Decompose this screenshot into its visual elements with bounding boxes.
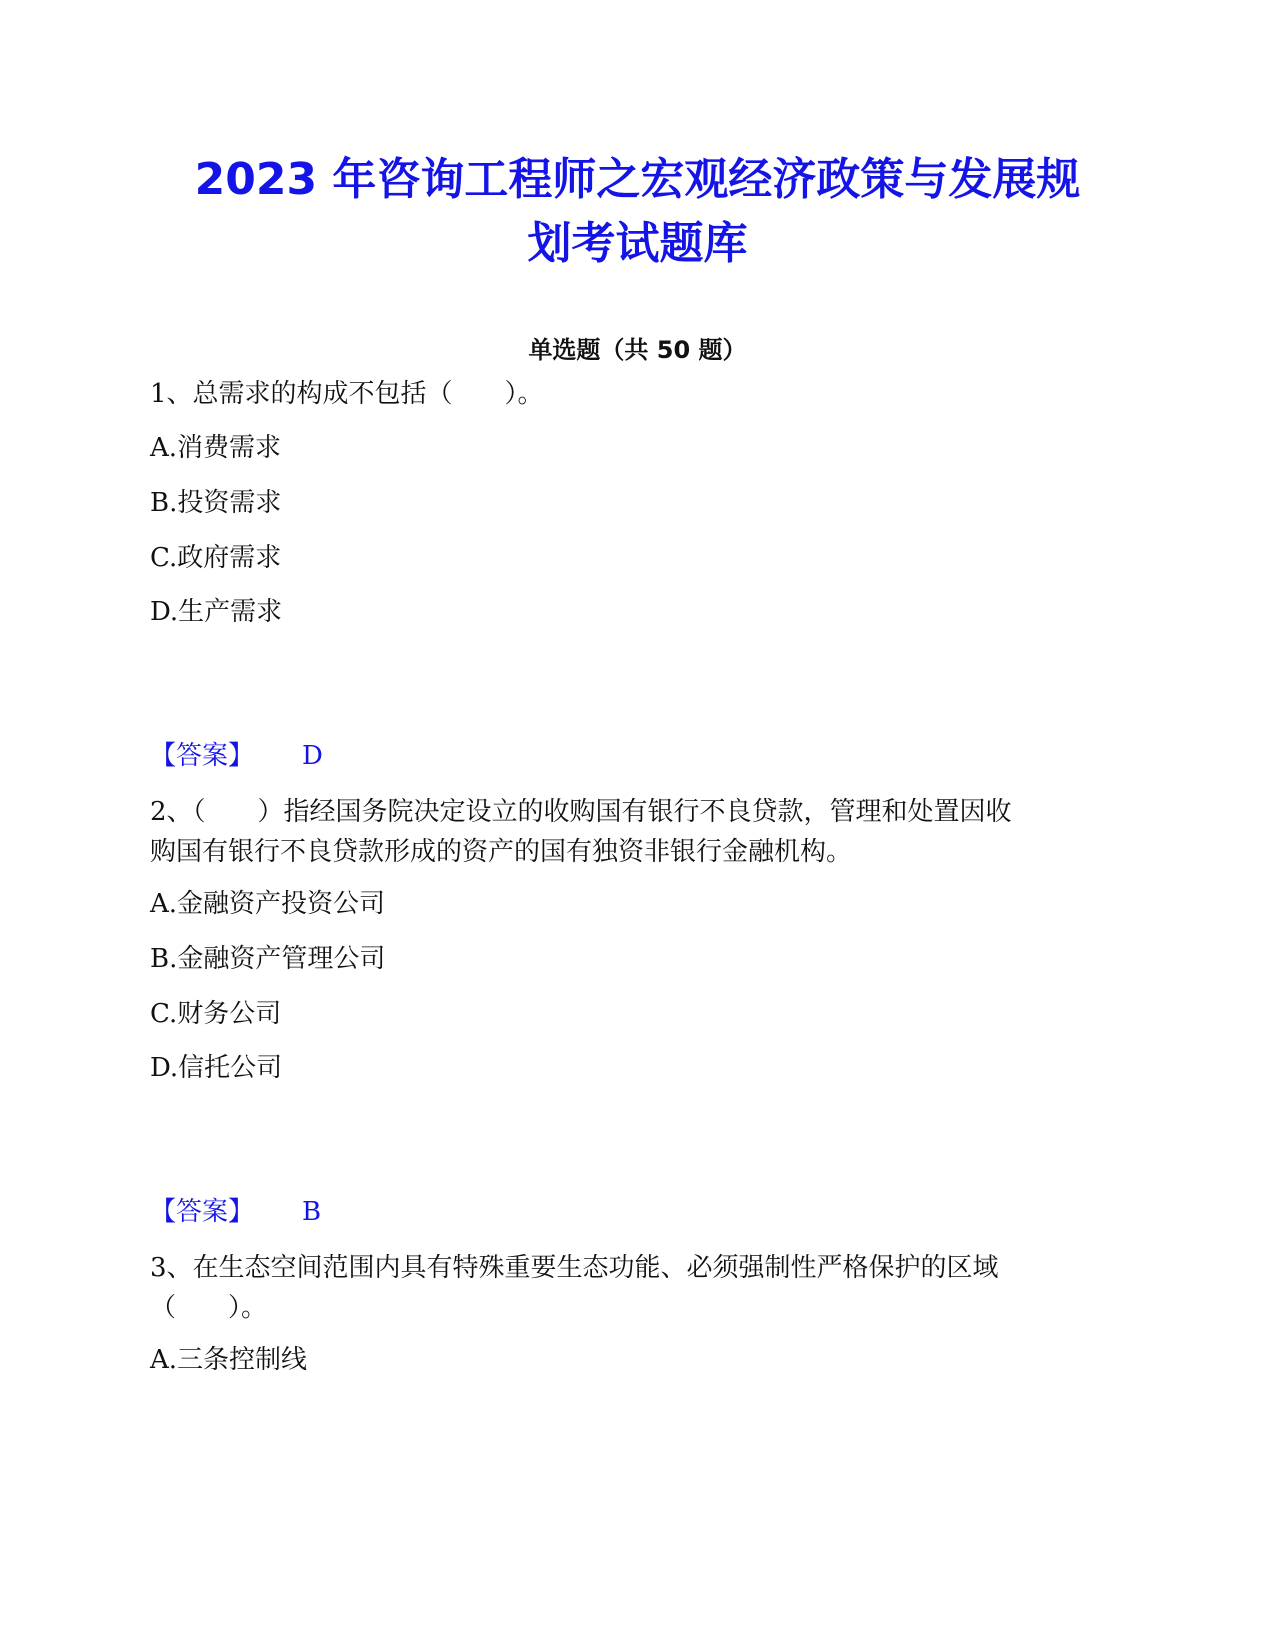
question-1-option-b: B.投资需求 (150, 488, 282, 518)
document-title (110, 148, 1165, 276)
section-heading: 单选题（共 50 题） (528, 336, 747, 364)
answer-value: D (302, 741, 323, 771)
question-3-stem-line-2: （ ）。 (150, 1293, 268, 1323)
question-1-option-c: C.政府需求 (150, 543, 282, 573)
question-1-option-d: D.生产需求 (150, 597, 283, 627)
question-2-option-d: D.信托公司 (150, 1053, 283, 1083)
answer-label: 【答案】 (150, 741, 255, 771)
answer-label: 【答案】 (150, 1197, 255, 1227)
question-3-option-a: A.三条控制线 (150, 1345, 308, 1375)
question-3-stem-line-1: 3、在生态空间范围内具有特殊重要生态功能、必须强制性严格保护的区域 (150, 1253, 999, 1283)
question-1-stem: 1、总需求的构成不包括（ ）。 (150, 379, 544, 409)
question-1-answer (150, 736, 323, 776)
question-2-option-b: B.金融资产管理公司 (150, 944, 386, 974)
question-1-option-a: A.消费需求 (150, 433, 282, 463)
answer-value: B (302, 1197, 322, 1227)
question-2-answer (150, 1192, 321, 1232)
question-2-stem-line-1: 2、（ ）指经国务院决定设立的收购国有银行不良贷款，管理和处置因收 (150, 797, 1012, 827)
title-line-2: 划考试题库 (527, 218, 748, 269)
question-2-stem-line-2: 购国有银行不良贷款形成的资产的国有独资非银行金融机构。 (150, 837, 853, 867)
question-2-option-a: A.金融资产投资公司 (150, 889, 386, 919)
title-line-1: 2023 年咨询工程师之宏观经济政策与发展规 (194, 154, 1081, 205)
question-2-option-c: C.财务公司 (150, 999, 282, 1029)
